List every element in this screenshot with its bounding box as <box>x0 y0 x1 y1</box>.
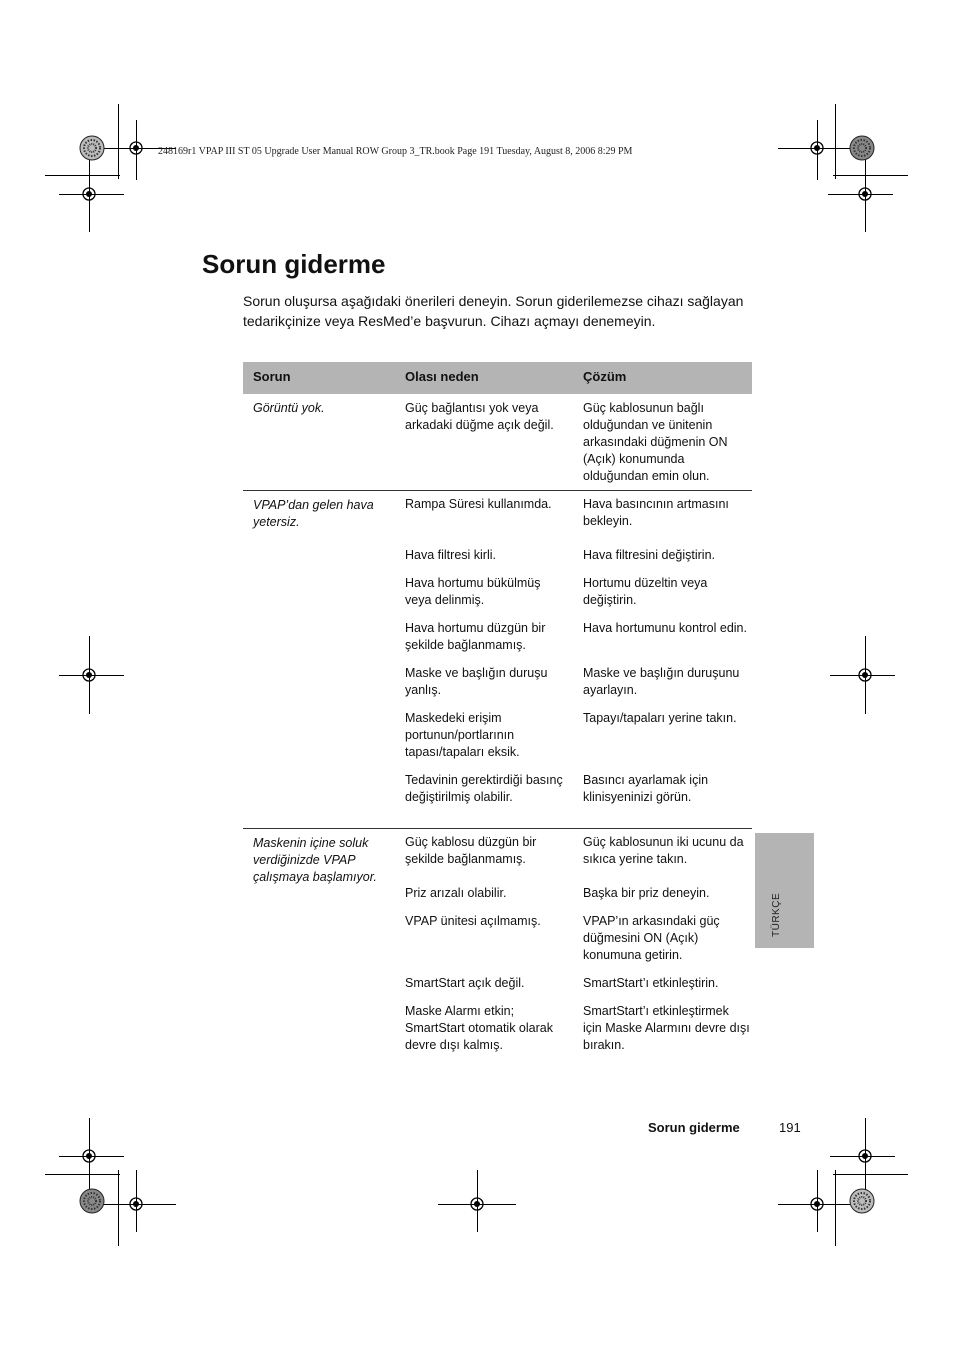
cause-cell: Hava hortumu düzgün bir şekilde bağlanmamış. <box>405 621 546 652</box>
crop-mark <box>45 175 120 176</box>
column-header-cause: Olası neden <box>405 369 479 384</box>
crop-mark <box>835 1170 836 1246</box>
registration-mark-icon <box>806 137 828 159</box>
page-title: Sorun giderme <box>202 249 386 279</box>
language-side-tab <box>755 833 814 948</box>
solution-cell: Hava hortumunu kontrol edin. <box>583 621 747 635</box>
cause-cell: Maske Alarmı etkin; SmartStart otomatik olarak devre dışı kalmış. <box>405 1004 553 1052</box>
crop-mark <box>835 104 836 179</box>
solution-cell: Güç kablosunun iki ucunu da sıkıca yerine takın. <box>583 835 744 866</box>
registration-mark-icon <box>78 1145 100 1167</box>
crop-mark <box>833 1174 908 1175</box>
registration-mark-icon <box>806 1193 828 1215</box>
footer-section-title: Sorun giderme <box>648 1120 740 1135</box>
table-row-group <box>243 491 752 829</box>
cause-cell: Güç bağlantısı yok veya arkadaki düğme açık değil. <box>405 401 554 432</box>
cause-cell: Hava filtresi kirli. <box>405 548 496 562</box>
registration-mark-icon <box>854 664 876 686</box>
registration-mark-icon <box>125 137 147 159</box>
registration-mark-icon <box>854 183 876 205</box>
registration-mark-icon <box>78 664 100 686</box>
registration-mark-icon <box>78 183 100 205</box>
table-row-group <box>243 394 752 491</box>
problem-cell: Maskenin içine soluk verdiğinizde VPAP çalışmaya başlamıyor. <box>253 836 377 884</box>
intro-paragraph: Sorun oluşursa aşağıdaki önerileri deneyin. Sorun giderilemezse cihazı sağlayan tedarikçinize veya ResMed’e başvurun. Cihazı açmayı denemeyin. <box>243 293 744 329</box>
crop-mark <box>833 175 908 176</box>
solution-cell: Tapayı/tapaları yerine takın. <box>583 711 737 725</box>
problem-cell: VPAP’dan gelen hava yetersiz. <box>253 498 374 529</box>
rosette-mark-icon <box>79 1188 105 1214</box>
table-header <box>243 362 752 394</box>
solution-cell: Hortumu düzeltin veya değiştirin. <box>583 576 708 607</box>
column-header-solution: Çözüm <box>583 369 627 384</box>
column-header-problem: Sorun <box>253 369 291 384</box>
cause-cell: SmartStart açık değil. <box>405 976 525 990</box>
registration-mark-icon <box>125 1193 147 1215</box>
solution-cell: Güç kablosunun bağlı olduğundan ve ünitenin arkasındaki düğmenin ON (Açık) konumunda olduğundan emin olun. <box>583 401 728 483</box>
rosette-mark-icon <box>79 135 105 161</box>
registration-mark-icon <box>466 1193 488 1215</box>
solution-cell: Maske ve başlığın duruşunu ayarlayın. <box>583 666 740 697</box>
solution-cell: Hava filtresini değiştirin. <box>583 548 715 562</box>
solution-cell: Basıncı ayarlamak için klinisyeninizi görün. <box>583 773 709 804</box>
cause-cell: Maske ve başlığın duruşu yanlış. <box>405 666 548 697</box>
crop-mark <box>118 104 119 179</box>
cause-cell: VPAP ünitesi açılmamış. <box>405 914 541 928</box>
crop-mark <box>45 1174 120 1175</box>
cause-cell: Güç kablosu düzgün bir şekilde bağlanmamış. <box>405 835 537 866</box>
solution-cell: SmartStart’ı etkinleştirin. <box>583 976 719 990</box>
language-label: TÜRKÇE <box>771 892 782 937</box>
registration-mark-icon <box>854 1145 876 1167</box>
crop-mark <box>118 1170 119 1246</box>
cause-cell: Rampa Süresi kullanımda. <box>405 497 552 511</box>
cause-cell: Hava hortumu bükülmüş veya delinmiş. <box>405 576 541 607</box>
table-row-group <box>243 829 752 1059</box>
rosette-mark-icon <box>849 135 875 161</box>
cause-cell: Maskedeki erişim portunun/portlarının tapası/tapaları eksik. <box>405 711 520 759</box>
solution-cell: Başka bir priz deneyin. <box>583 886 710 900</box>
troubleshooting-table <box>243 362 752 1059</box>
cause-cell: Priz arızalı olabilir. <box>405 886 507 900</box>
solution-cell: Hava basıncının artmasını bekleyin. <box>583 497 729 528</box>
cause-cell: Tedavinin gerektirdiği basınç değiştirilmiş olabilir. <box>405 773 563 804</box>
print-header: 248169r1 VPAP III ST 05 Upgrade User Manual ROW Group 3_TR.book Page 191 Tuesday, August 8, 2006 8:29 PM <box>158 146 633 157</box>
solution-cell: VPAP’ın arkasındaki güç düğmesini ON (Açık) konumuna getirin. <box>583 914 720 962</box>
rosette-mark-icon <box>849 1188 875 1214</box>
solution-cell: SmartStart’ı etkinleştirmek için Maske Alarmını devre dışı bırakın. <box>583 1004 750 1052</box>
footer-page-number: 191 <box>779 1120 801 1135</box>
problem-cell: Görüntü yok. <box>253 401 325 415</box>
